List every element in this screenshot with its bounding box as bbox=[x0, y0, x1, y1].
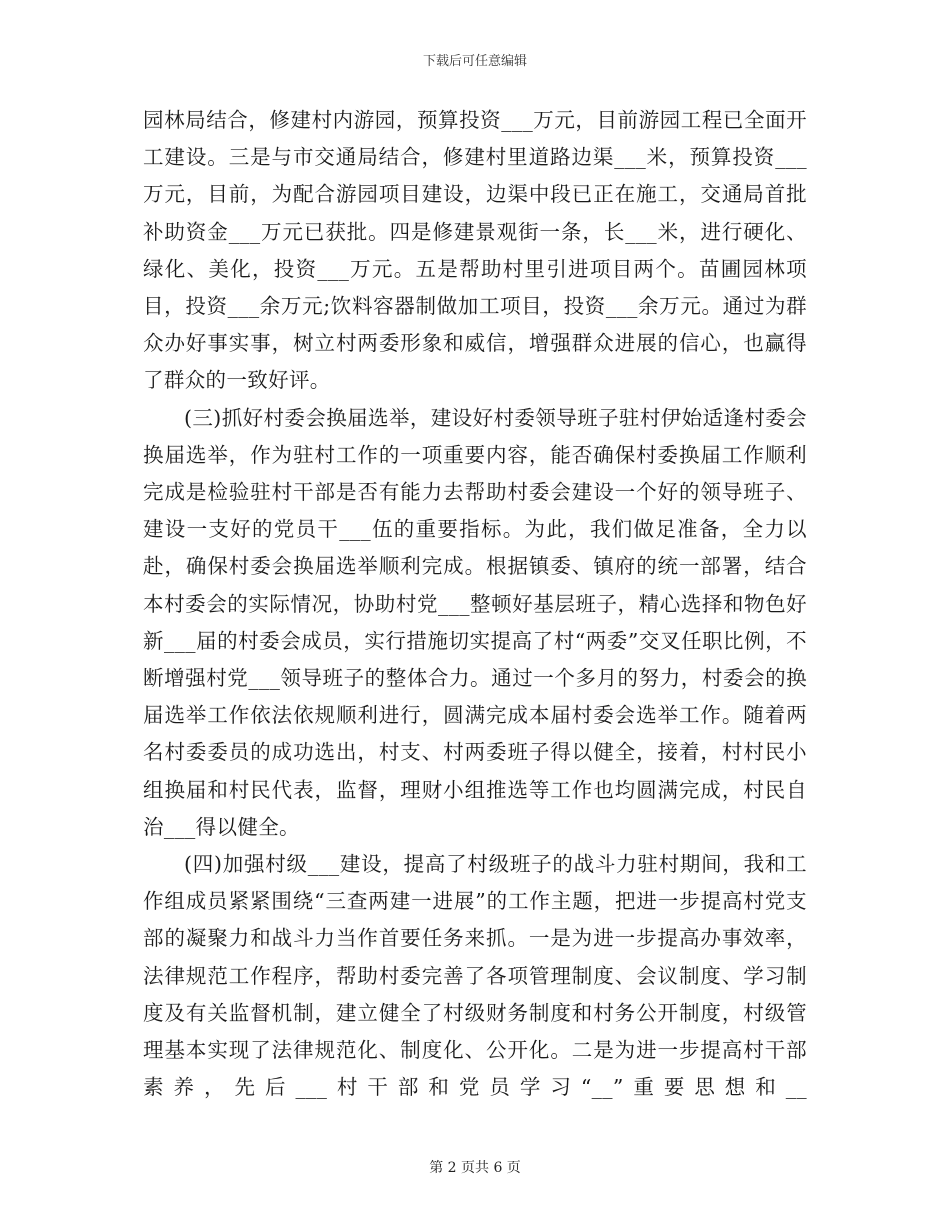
document-body bbox=[143, 102, 807, 1106]
page-header: 下载后可任意编辑 bbox=[422, 54, 527, 69]
paragraph-2: (三)抓好村委会换届选举，建设好村委领导班子驻村伊始适逢村委会换届选举，作为驻村工作的一项重要内容，能否确保村委换届工作顺利完成是检验驻村干部是否有能力去帮助村委会建设一个好的领导班子、建设一支好的党员干___伍的重要指标。为此，我们做足准备，全力以赴，确保村委会换届选举顺利完成。根据镇委、镇府的统一部署，结合本村委会的实际情况，协助村党___整顿好基层班子，精心选择和物色好新___届的村委会成员，实行措施切实提高了村“两委”交叉任职比例，不断增强村党___领导班子的整体合力。通过一个多月的努力，村委会的换届选举工作依法依规顺利进行，圆满完成本届村委会选举工作。随着两名村委委员的成功选出，村支、村两委班子得以健全，接着，村村民小组换届和村民代表，监督，理财小组推选等工作也均圆满完成，村民自治___得以健全。 bbox=[143, 405, 807, 839]
paragraph-3: (四)加强村级___建设，提高了村级班子的战斗力驻村期间，我和工作组成员紧紧围绕“三查两建一进展”的工作主题，把进一步提高村党支部的凝聚力和战斗力当作首要任务来抓。一是为进一步提高办事效率，法律规范工作程序，帮助村委完善了各项管理制度、会议制度、学习制度及有关监督机制，建立健全了村级财务制度和村务公开制度，村级管理基本实现了法律规范化、制度化、公开化。二是为进一步提高村干部素养，先后___村干部和党员学习“__”重要思想和__ bbox=[143, 852, 807, 1100]
paragraph-1: 园林局结合，修建村内游园，预算投资___万元，目前游园工程已全面开工建设。三是与市交通局结合，修建村里道路边渠___米，预算投资___万元，目前，为配合游园项目建设，边渠中段已正在施工，交通局首批补助资金___万元已获批。四是修建景观街一条，长___米，进行硬化、绿化、美化，投资___万元。五是帮助村里引进项目两个。苗圃园林项目，投资___余万元;饮料容器制做加工项目，投资___余万元。通过为群众办好事实事，树立村两委形象和威信，增强群众进展的信心，也赢得了群众的一致好评。 bbox=[143, 108, 807, 393]
page-footer: 第 2 页共 6 页 bbox=[429, 1160, 521, 1176]
